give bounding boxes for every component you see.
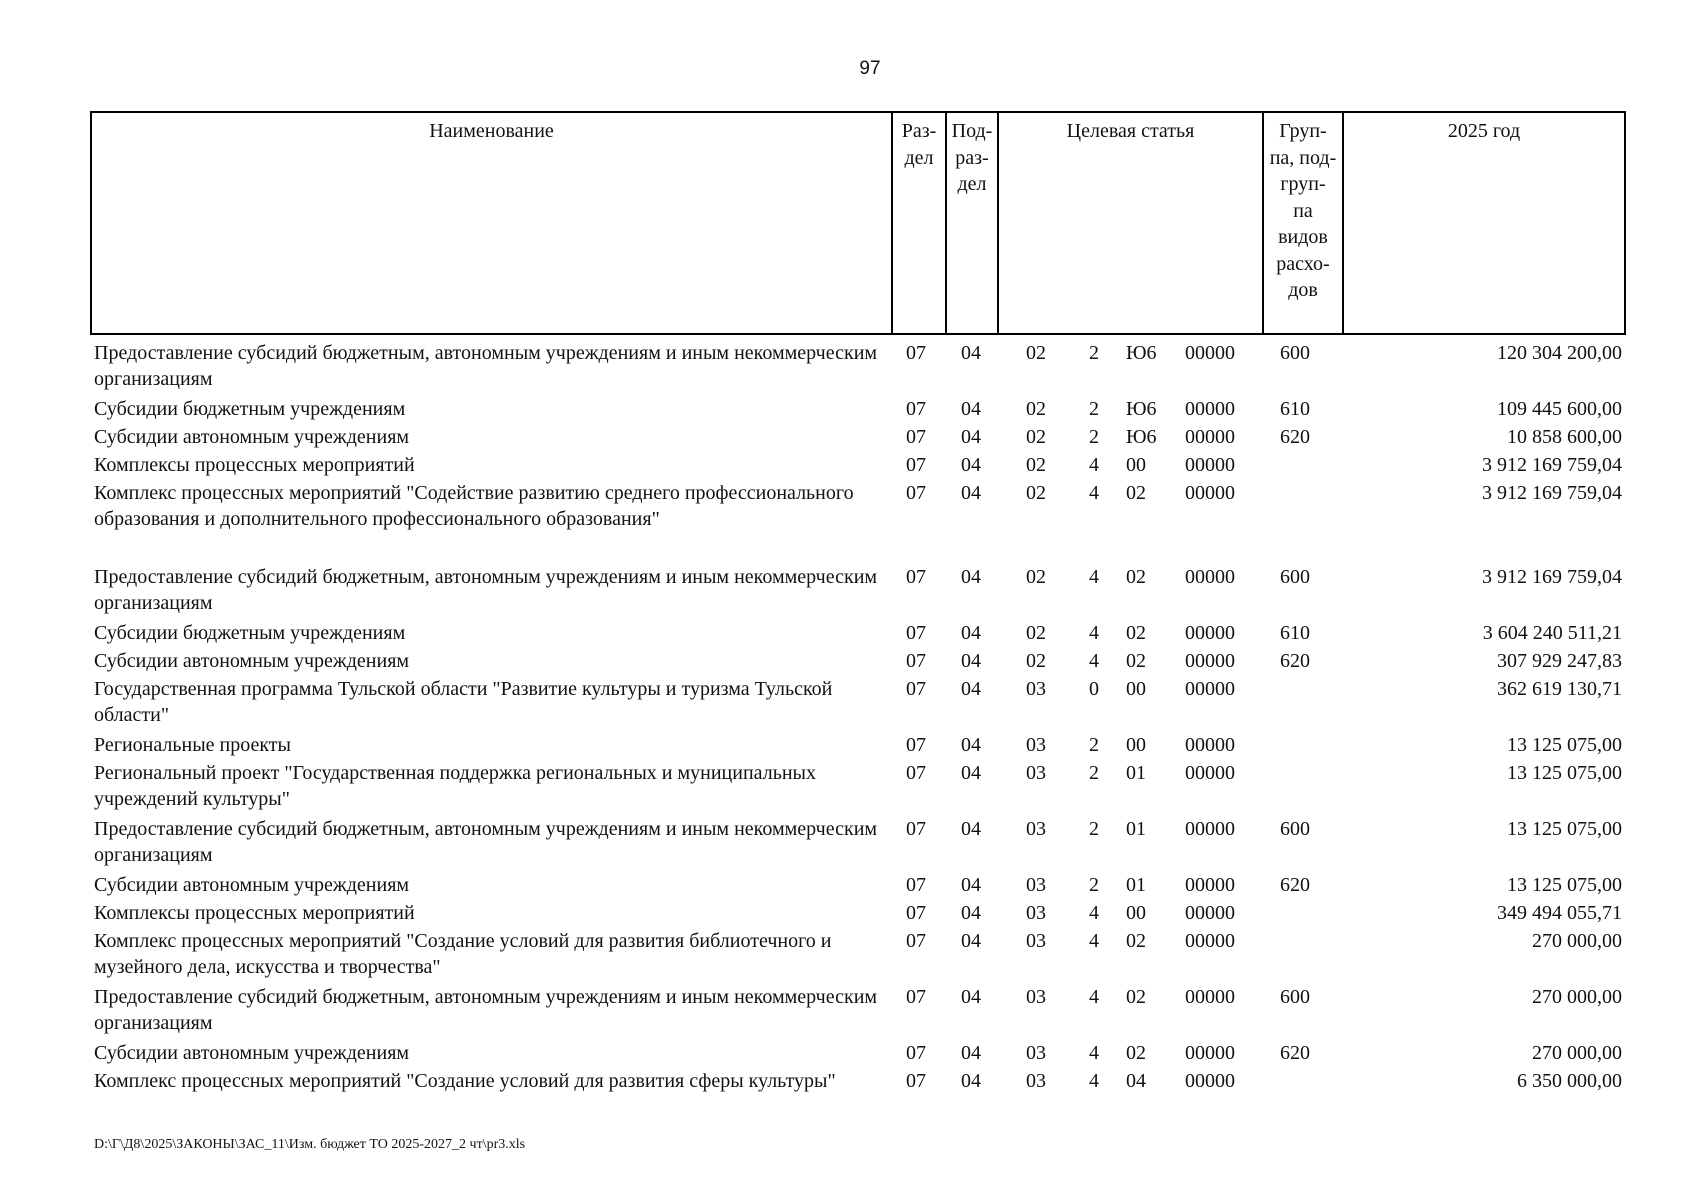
row-amount: 270 000,00 bbox=[1532, 930, 1622, 952]
row-razdel: 07 bbox=[906, 426, 926, 448]
row-razdel: 07 bbox=[906, 342, 926, 364]
row-group: 620 bbox=[1280, 426, 1310, 448]
row-statya-item: 02 bbox=[1126, 482, 1146, 504]
row-statya-direction: 00000 bbox=[1185, 986, 1235, 1008]
row-podrazdel: 04 bbox=[961, 1070, 981, 1092]
row-amount: 270 000,00 bbox=[1532, 1042, 1622, 1064]
row-statya-item: 00 bbox=[1126, 454, 1146, 476]
header-group-line: па bbox=[1293, 199, 1313, 222]
row-statya-program: 02 bbox=[1026, 650, 1046, 672]
table-row bbox=[0, 1063, 1696, 1119]
row-name: Комплексы процессных мероприятий bbox=[94, 454, 415, 476]
header-name: Наименование bbox=[429, 120, 554, 142]
row-amount: 362 619 130,71 bbox=[1497, 678, 1622, 700]
row-statya-direction: 00000 bbox=[1185, 930, 1235, 952]
row-statya-program: 02 bbox=[1026, 482, 1046, 504]
table-row bbox=[0, 615, 1696, 643]
row-statya-type: 4 bbox=[1089, 650, 1099, 672]
row-group: 600 bbox=[1280, 342, 1310, 364]
table-row bbox=[0, 475, 1696, 559]
row-statya-program: 02 bbox=[1026, 622, 1046, 644]
row-name: Субсидии автономным учреждениям bbox=[94, 1042, 410, 1064]
row-statya-type: 4 bbox=[1089, 1070, 1099, 1092]
row-statya-program: 03 bbox=[1026, 902, 1046, 924]
row-statya-type: 2 bbox=[1089, 426, 1099, 448]
table-row bbox=[0, 447, 1696, 475]
row-statya-direction: 00000 bbox=[1185, 622, 1235, 644]
row-amount: 3 912 169 759,04 bbox=[1482, 566, 1622, 588]
row-statya-type: 4 bbox=[1089, 482, 1099, 504]
row-statya-item: 04 bbox=[1126, 1070, 1146, 1092]
row-statya-direction: 00000 bbox=[1185, 874, 1235, 896]
row-statya-item: 01 bbox=[1126, 818, 1146, 840]
row-statya-item: 01 bbox=[1126, 762, 1146, 784]
header-group-line: видов bbox=[1278, 226, 1328, 248]
row-statya-direction: 00000 bbox=[1185, 818, 1235, 840]
row-razdel: 07 bbox=[906, 986, 926, 1008]
header-razdel-line: дел bbox=[904, 146, 934, 169]
header-group-line: расхо- bbox=[1276, 252, 1330, 275]
row-podrazdel: 04 bbox=[961, 1042, 981, 1064]
row-group: 610 bbox=[1280, 398, 1310, 420]
row-podrazdel: 04 bbox=[961, 622, 981, 644]
row-statya-item: 02 bbox=[1126, 622, 1146, 644]
column-divider bbox=[997, 113, 999, 333]
row-amount: 13 125 075,00 bbox=[1507, 818, 1622, 840]
table-row bbox=[0, 643, 1696, 671]
table-row bbox=[0, 559, 1696, 615]
row-statya-program: 02 bbox=[1026, 342, 1046, 364]
row-name: Комплекс процессных мероприятий "Создание условий для развития библиотечного и музейного дела, искусства и творчества" bbox=[94, 930, 832, 978]
row-podrazdel: 04 bbox=[961, 678, 981, 700]
row-podrazdel: 04 bbox=[961, 342, 981, 364]
header-razdel bbox=[893, 118, 945, 171]
row-name: Предоставление субсидий бюджетным, автономным учреждениям и иным некоммерческим организациям bbox=[94, 986, 878, 1034]
row-statya-program: 02 bbox=[1026, 398, 1046, 420]
row-razdel: 07 bbox=[906, 1042, 926, 1064]
header-group bbox=[1264, 118, 1342, 304]
row-amount: 3 912 169 759,04 bbox=[1482, 482, 1622, 504]
row-name: Субсидии бюджетным учреждениям bbox=[94, 622, 406, 644]
row-amount: 3 604 240 511,21 bbox=[1482, 622, 1622, 644]
row-name: Государственная программа Тульской области "Развитие культуры и туризма Тульской области" bbox=[94, 678, 833, 726]
row-group: 600 bbox=[1280, 818, 1310, 840]
row-statya-program: 03 bbox=[1026, 986, 1046, 1008]
row-amount: 10 858 600,00 bbox=[1507, 426, 1622, 448]
row-statya-item: 01 bbox=[1126, 874, 1146, 896]
row-statya-direction: 00000 bbox=[1185, 566, 1235, 588]
row-statya-type: 4 bbox=[1089, 902, 1099, 924]
row-razdel: 07 bbox=[906, 482, 926, 504]
header-group-line: дов bbox=[1288, 279, 1318, 301]
row-razdel: 07 bbox=[906, 902, 926, 924]
row-statya-direction: 00000 bbox=[1185, 1042, 1235, 1064]
header-podrazdel-line: раз- bbox=[955, 146, 989, 169]
row-statya-type: 4 bbox=[1089, 1042, 1099, 1064]
row-statya-type: 2 bbox=[1089, 398, 1099, 420]
row-statya-direction: 00000 bbox=[1185, 482, 1235, 504]
header-razdel-line: Раз- bbox=[901, 120, 937, 142]
table-row bbox=[0, 867, 1696, 895]
row-statya-type: 2 bbox=[1089, 874, 1099, 896]
row-podrazdel: 04 bbox=[961, 902, 981, 924]
row-statya-item: 00 bbox=[1126, 734, 1146, 756]
row-statya-item: 02 bbox=[1126, 930, 1146, 952]
header-group-line: Груп- bbox=[1279, 120, 1327, 142]
row-amount: 6 350 000,00 bbox=[1517, 1070, 1622, 1092]
row-statya-item: 02 bbox=[1126, 566, 1146, 588]
row-statya-item: 02 bbox=[1126, 650, 1146, 672]
row-razdel: 07 bbox=[906, 874, 926, 896]
table-row bbox=[0, 979, 1696, 1035]
table-row bbox=[0, 727, 1696, 755]
row-amount: 13 125 075,00 bbox=[1507, 874, 1622, 896]
row-podrazdel: 04 bbox=[961, 930, 981, 952]
row-amount: 307 929 247,83 bbox=[1497, 650, 1622, 672]
row-statya-direction: 00000 bbox=[1185, 426, 1235, 448]
row-name: Комплекс процессных мероприятий "Содействие развитию среднего профессионального образования и дополнительного профессионального образования" bbox=[94, 482, 854, 530]
row-group: 620 bbox=[1280, 1042, 1310, 1064]
table-row bbox=[0, 419, 1696, 447]
row-amount: 349 494 055,71 bbox=[1497, 902, 1622, 924]
row-podrazdel: 04 bbox=[961, 874, 981, 896]
row-group: 600 bbox=[1280, 566, 1310, 588]
row-statya-program: 03 bbox=[1026, 818, 1046, 840]
row-podrazdel: 04 bbox=[961, 762, 981, 784]
page-number: 97 bbox=[859, 58, 881, 79]
row-podrazdel: 04 bbox=[961, 398, 981, 420]
row-razdel: 07 bbox=[906, 454, 926, 476]
row-name: Региональные проекты bbox=[94, 734, 291, 756]
row-razdel: 07 bbox=[906, 650, 926, 672]
row-amount: 109 445 600,00 bbox=[1497, 398, 1622, 420]
table-row bbox=[0, 335, 1696, 391]
row-name: Комплексы процессных мероприятий bbox=[94, 902, 415, 924]
row-razdel: 07 bbox=[906, 1070, 926, 1092]
row-statya-direction: 00000 bbox=[1185, 1070, 1235, 1092]
row-statya-type: 2 bbox=[1089, 818, 1099, 840]
row-podrazdel: 04 bbox=[961, 566, 981, 588]
table-row bbox=[0, 1035, 1696, 1063]
row-statya-direction: 00000 bbox=[1185, 734, 1235, 756]
row-razdel: 07 bbox=[906, 678, 926, 700]
header-year: 2025 год bbox=[1447, 120, 1521, 142]
row-podrazdel: 04 bbox=[961, 650, 981, 672]
row-amount: 120 304 200,00 bbox=[1497, 342, 1622, 364]
row-statya-program: 03 bbox=[1026, 678, 1046, 700]
row-statya-direction: 00000 bbox=[1185, 678, 1235, 700]
row-statya-direction: 00000 bbox=[1185, 902, 1235, 924]
table-row bbox=[0, 755, 1696, 811]
row-podrazdel: 04 bbox=[961, 454, 981, 476]
header-podrazdel-line: дел bbox=[957, 173, 987, 195]
row-name: Субсидии автономным учреждениям bbox=[94, 874, 410, 896]
row-name: Субсидии автономным учреждениям bbox=[94, 426, 410, 448]
row-statya-type: 2 bbox=[1089, 762, 1099, 784]
table-row bbox=[0, 923, 1696, 979]
table-row bbox=[0, 671, 1696, 727]
row-name: Предоставление субсидий бюджетным, автономным учреждениям и иным некоммерческим организациям bbox=[94, 566, 878, 614]
row-podrazdel: 04 bbox=[961, 426, 981, 448]
header-podrazdel-line: Под- bbox=[951, 120, 993, 142]
row-razdel: 07 bbox=[906, 762, 926, 784]
header-statya: Целевая статья bbox=[1066, 120, 1195, 142]
row-statya-direction: 00000 bbox=[1185, 762, 1235, 784]
row-statya-program: 03 bbox=[1026, 874, 1046, 896]
row-statya-type: 4 bbox=[1089, 566, 1099, 588]
row-razdel: 07 bbox=[906, 818, 926, 840]
row-statya-program: 03 bbox=[1026, 762, 1046, 784]
row-statya-direction: 00000 bbox=[1185, 650, 1235, 672]
row-name: Предоставление субсидий бюджетным, автономным учреждениям и иным некоммерческим организациям bbox=[94, 818, 878, 866]
row-group: 620 bbox=[1280, 874, 1310, 896]
table-row bbox=[0, 811, 1696, 867]
table-row bbox=[0, 391, 1696, 419]
row-statya-item: Ю6 bbox=[1126, 426, 1157, 448]
row-statya-item: Ю6 bbox=[1126, 398, 1157, 420]
row-statya-type: 4 bbox=[1089, 930, 1099, 952]
row-statya-type: 4 bbox=[1089, 454, 1099, 476]
header-group-line: груп- bbox=[1280, 173, 1326, 195]
row-statya-program: 03 bbox=[1026, 1042, 1046, 1064]
row-statya-direction: 00000 bbox=[1185, 342, 1235, 364]
row-razdel: 07 bbox=[906, 930, 926, 952]
row-statya-program: 03 bbox=[1026, 734, 1046, 756]
row-group: 600 bbox=[1280, 986, 1310, 1008]
row-amount: 270 000,00 bbox=[1532, 986, 1622, 1008]
row-statya-type: 0 bbox=[1089, 678, 1099, 700]
row-statya-program: 02 bbox=[1026, 566, 1046, 588]
row-statya-item: Ю6 bbox=[1126, 342, 1157, 364]
row-podrazdel: 04 bbox=[961, 818, 981, 840]
row-statya-item: 02 bbox=[1126, 1042, 1146, 1064]
row-statya-direction: 00000 bbox=[1185, 454, 1235, 476]
row-podrazdel: 04 bbox=[961, 734, 981, 756]
row-podrazdel: 04 bbox=[961, 482, 981, 504]
row-statya-direction: 00000 bbox=[1185, 398, 1235, 420]
row-razdel: 07 bbox=[906, 622, 926, 644]
row-statya-type: 2 bbox=[1089, 342, 1099, 364]
header-podrazdel bbox=[947, 118, 997, 198]
row-razdel: 07 bbox=[906, 566, 926, 588]
row-name: Субсидии бюджетным учреждениям bbox=[94, 398, 406, 420]
row-razdel: 07 bbox=[906, 734, 926, 756]
row-amount: 3 912 169 759,04 bbox=[1482, 454, 1622, 476]
row-group: 620 bbox=[1280, 650, 1310, 672]
row-name: Предоставление субсидий бюджетным, автономным учреждениям и иным некоммерческим организациям bbox=[94, 342, 878, 390]
row-statya-type: 4 bbox=[1089, 986, 1099, 1008]
row-statya-item: 00 bbox=[1126, 902, 1146, 924]
row-statya-item: 00 bbox=[1126, 678, 1146, 700]
header-group-line: па, под- bbox=[1269, 146, 1337, 169]
column-divider bbox=[1342, 113, 1344, 333]
file-path-footer: D:\Г\Д8\2025\ЗАКОНЫ\ЗАС_11\Изм. бюджет ТО 2025-2027_2 чт\pr3.xls bbox=[94, 1137, 526, 1152]
row-amount: 13 125 075,00 bbox=[1507, 734, 1622, 756]
row-group: 610 bbox=[1280, 622, 1310, 644]
row-statya-program: 02 bbox=[1026, 454, 1046, 476]
table-body bbox=[0, 335, 1696, 1119]
row-statya-item: 02 bbox=[1126, 986, 1146, 1008]
row-name: Региональный проект "Государственная поддержка региональных и муниципальных учреждений культуры" bbox=[94, 762, 816, 810]
row-razdel: 07 bbox=[906, 398, 926, 420]
row-name: Комплекс процессных мероприятий "Создание условий для развития сферы культуры" bbox=[94, 1070, 836, 1092]
row-statya-type: 2 bbox=[1089, 734, 1099, 756]
row-statya-program: 02 bbox=[1026, 426, 1046, 448]
row-statya-type: 4 bbox=[1089, 622, 1099, 644]
row-statya-program: 03 bbox=[1026, 930, 1046, 952]
row-statya-program: 03 bbox=[1026, 1070, 1046, 1092]
row-podrazdel: 04 bbox=[961, 986, 981, 1008]
table-header bbox=[90, 111, 1626, 335]
row-name: Субсидии автономным учреждениям bbox=[94, 650, 410, 672]
table-row bbox=[0, 895, 1696, 923]
row-amount: 13 125 075,00 bbox=[1507, 762, 1622, 784]
